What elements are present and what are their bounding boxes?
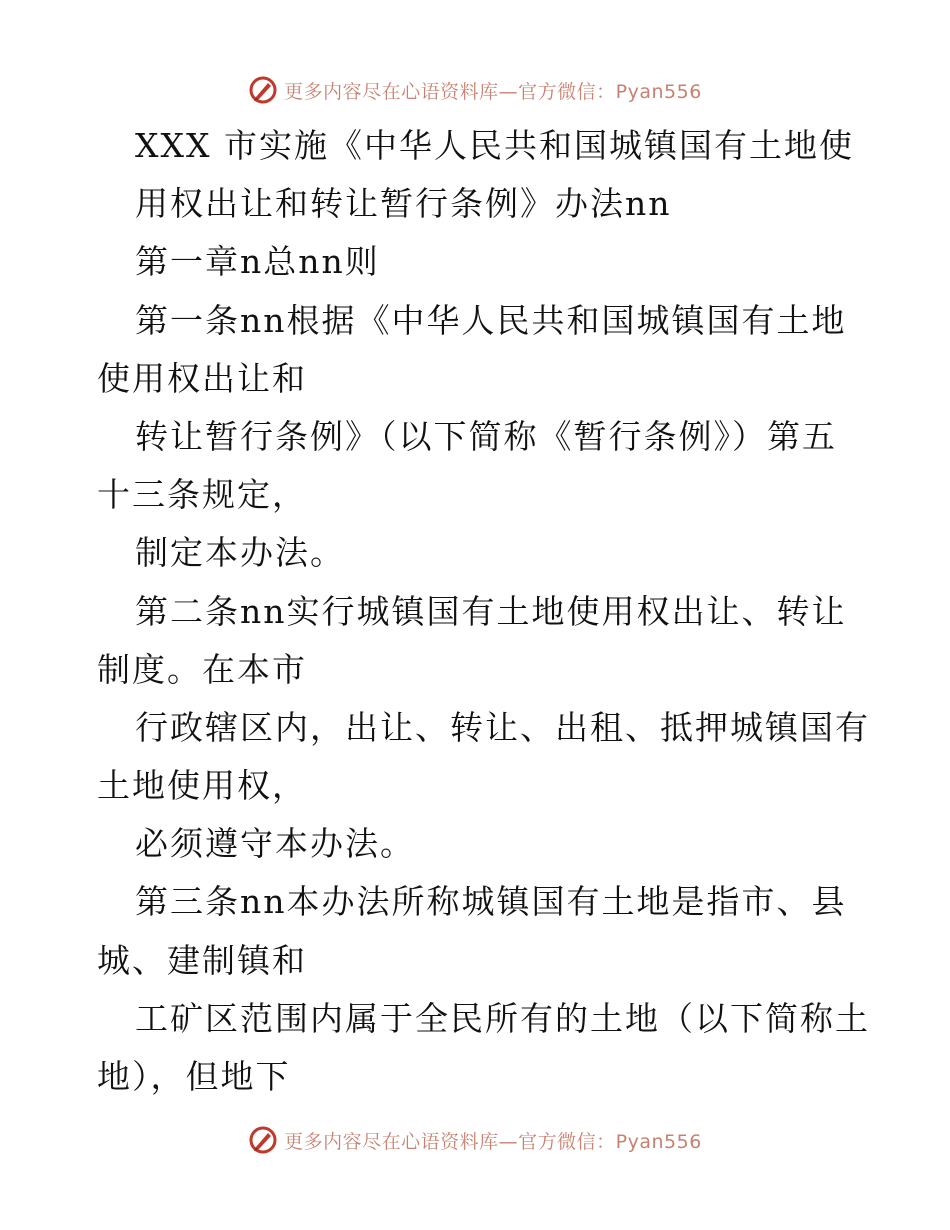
text-line: 城、建制镇和	[97, 940, 307, 980]
text-line: 转让暂行条例》（以下简称《暂行条例》）第五	[135, 416, 837, 456]
text-line: 制度。在本市	[97, 649, 307, 689]
text-line: 工矿区范围内属于全民所有的土地（以下简称土	[135, 998, 870, 1038]
text-line: 第三条nn本办法所称城镇国有土地是指市、县	[135, 882, 847, 922]
text-line: 第二条nn实行城镇国有土地使用权出让、转让	[135, 591, 847, 631]
header-banner	[0, 70, 950, 110]
text-line: 十三条规定，	[97, 475, 307, 515]
text-line: 地），但地下	[97, 1057, 291, 1096]
footer-banner	[0, 1120, 950, 1160]
text-line: 使用权出让和	[97, 358, 307, 398]
text-line: XXX 市实施《中华人民共和国城镇国有土地使	[135, 126, 854, 165]
banner-text: 更多内容尽在心语资料库—官方微信：Pyan556	[284, 1130, 702, 1153]
pen-logo-icon	[248, 75, 278, 105]
text-line: 第一条nn根据《中华人民共和国城镇国有土地	[135, 300, 847, 340]
document-body	[97, 117, 887, 1106]
text-line: 用权出让和转让暂行条例》办法nn	[135, 184, 672, 224]
pen-logo-icon	[248, 1125, 278, 1155]
chapter-heading: 第一章n总nn则	[135, 242, 380, 282]
text-line: 行政辖区内，出让、转让、出租、抵押城镇国有	[135, 707, 870, 747]
text-line: 必须遵守本办法。	[135, 824, 415, 864]
banner-text: 更多内容尽在心语资料库—官方微信：Pyan556	[284, 80, 702, 103]
text-line: 制定本办法。	[135, 533, 345, 573]
text-line: 土地使用权，	[97, 766, 307, 806]
